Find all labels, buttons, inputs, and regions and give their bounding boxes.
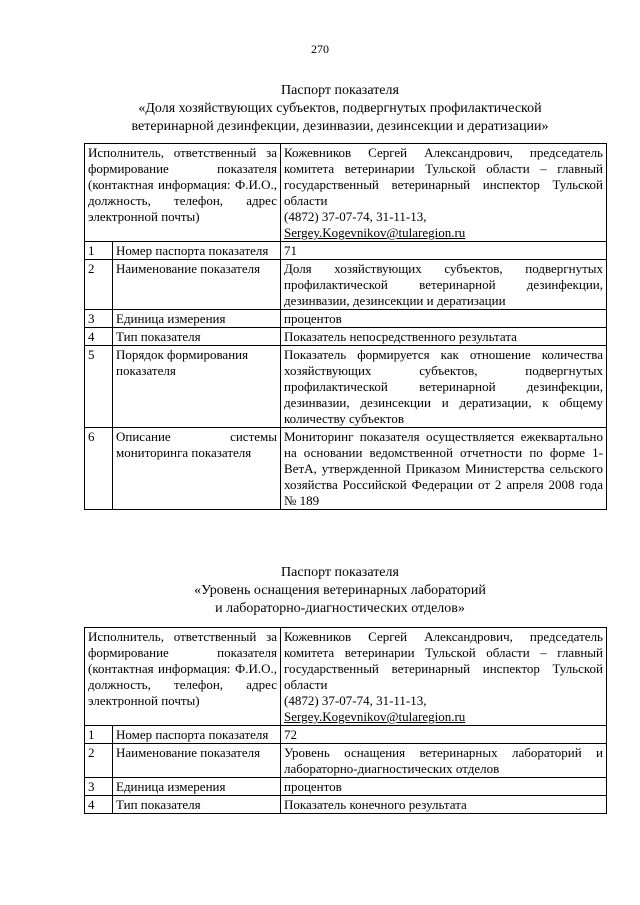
table-row	[85, 242, 607, 260]
title-line: «Доля хозяйствующих субъектов, подвергнутых профилактической	[138, 101, 542, 116]
row-label: Наименование показателя	[113, 744, 281, 778]
title-line: «Уровень оснащения ветеринарных лабораторий	[194, 583, 486, 598]
row-value: процентов	[281, 310, 607, 328]
executor-name-position: Кожевников Сергей Александрович, председатель комитета ветеринарии Тульской области – главный государственный ветеринарный инспектор Тульской области	[284, 145, 603, 208]
table-row	[85, 260, 607, 310]
row-label: Единица измерения	[113, 310, 281, 328]
table-row	[85, 726, 607, 744]
row-label: Описание системы мониторинга показателя	[113, 428, 281, 510]
table-row	[85, 346, 607, 428]
row-number: 2	[85, 260, 113, 310]
row-value: Показатель формируется как отношение количества хозяйствующих субъектов, подвергнутых профилактической ветеринарной дезинфекции, дезинвазии, дезинсекции и дератизации, к общему количеству субъектов	[281, 346, 607, 428]
row-label: Тип показателя	[113, 796, 281, 814]
title-line: Паспорт показателя	[281, 565, 399, 580]
row-value: Мониторинг показателя осуществляется ежеквартально на основании ведомственной отчетности по форме 1-ВетА, утвержденной Приказом Министерства сельского хозяйства Российской Федерации от 2 апреля 2008 года № 189	[281, 428, 607, 510]
passport-title-2	[60, 564, 620, 618]
table-row	[85, 796, 607, 814]
page-number: 270	[311, 42, 329, 56]
row-value: процентов	[281, 778, 607, 796]
row-number: 6	[85, 428, 113, 510]
table-row	[85, 428, 607, 510]
row-label: Номер паспорта показателя	[113, 242, 281, 260]
row-number: 1	[85, 242, 113, 260]
executor-value	[281, 628, 607, 726]
row-value: Показатель конечного результата	[281, 796, 607, 814]
executor-phone: (4872) 37-07-74, 31-11-13,	[284, 693, 427, 708]
row-label: Наименование показателя	[113, 260, 281, 310]
row-number: 4	[85, 796, 113, 814]
row-number: 1	[85, 726, 113, 744]
passport-table-2	[84, 627, 607, 814]
table-row	[85, 328, 607, 346]
row-label: Тип показателя	[113, 328, 281, 346]
executor-email-link[interactable]: Sergey.Kogevnikov@tularegion.ru	[284, 709, 466, 724]
executor-label: Исполнитель, ответственный за формирование показателя (контактная информация: Ф.И.О., должность, телефон, адрес электронной почты)	[85, 144, 281, 242]
row-label: Порядок формирования показателя	[113, 346, 281, 428]
row-label: Единица измерения	[113, 778, 281, 796]
executor-name-position: Кожевников Сергей Александрович, председатель комитета ветеринарии Тульской области – главный государственный ветеринарный инспектор Тульской области	[284, 629, 603, 692]
executor-phone: (4872) 37-07-74, 31-11-13,	[284, 209, 427, 224]
row-number: 3	[85, 778, 113, 796]
executor-email-link[interactable]: Sergey.Kogevnikov@tularegion.ru	[284, 225, 466, 240]
row-value: 71	[281, 242, 607, 260]
executor-label: Исполнитель, ответственный за формирование показателя (контактная информация: Ф.И.О., должность, телефон, адрес электронной почты)	[85, 628, 281, 726]
row-value: Доля хозяйствующих субъектов, подвергнутых профилактической ветеринарной дезинфекции, дезинвазии, дезинсекции и дератизации	[281, 260, 607, 310]
title-line: Паспорт показателя	[281, 83, 399, 98]
row-value: Уровень оснащения ветеринарных лабораторий и лабораторно-диагностических отделов	[281, 744, 607, 778]
table-row	[85, 310, 607, 328]
row-value: Показатель непосредственного результата	[281, 328, 607, 346]
table-row	[85, 778, 607, 796]
row-number: 2	[85, 744, 113, 778]
executor-row	[85, 628, 607, 726]
table-row	[85, 744, 607, 778]
row-number: 4	[85, 328, 113, 346]
row-number: 5	[85, 346, 113, 428]
row-number: 3	[85, 310, 113, 328]
row-value: 72	[281, 726, 607, 744]
title-line: ветеринарной дезинфекции, дезинвазии, дезинсекции и дератизации»	[131, 119, 549, 134]
executor-value	[281, 144, 607, 242]
passport-title-1	[60, 82, 620, 136]
passport-table-1	[84, 143, 607, 510]
row-label: Номер паспорта показателя	[113, 726, 281, 744]
executor-row	[85, 144, 607, 242]
title-line: и лабораторно-диагностических отделов»	[215, 601, 465, 616]
